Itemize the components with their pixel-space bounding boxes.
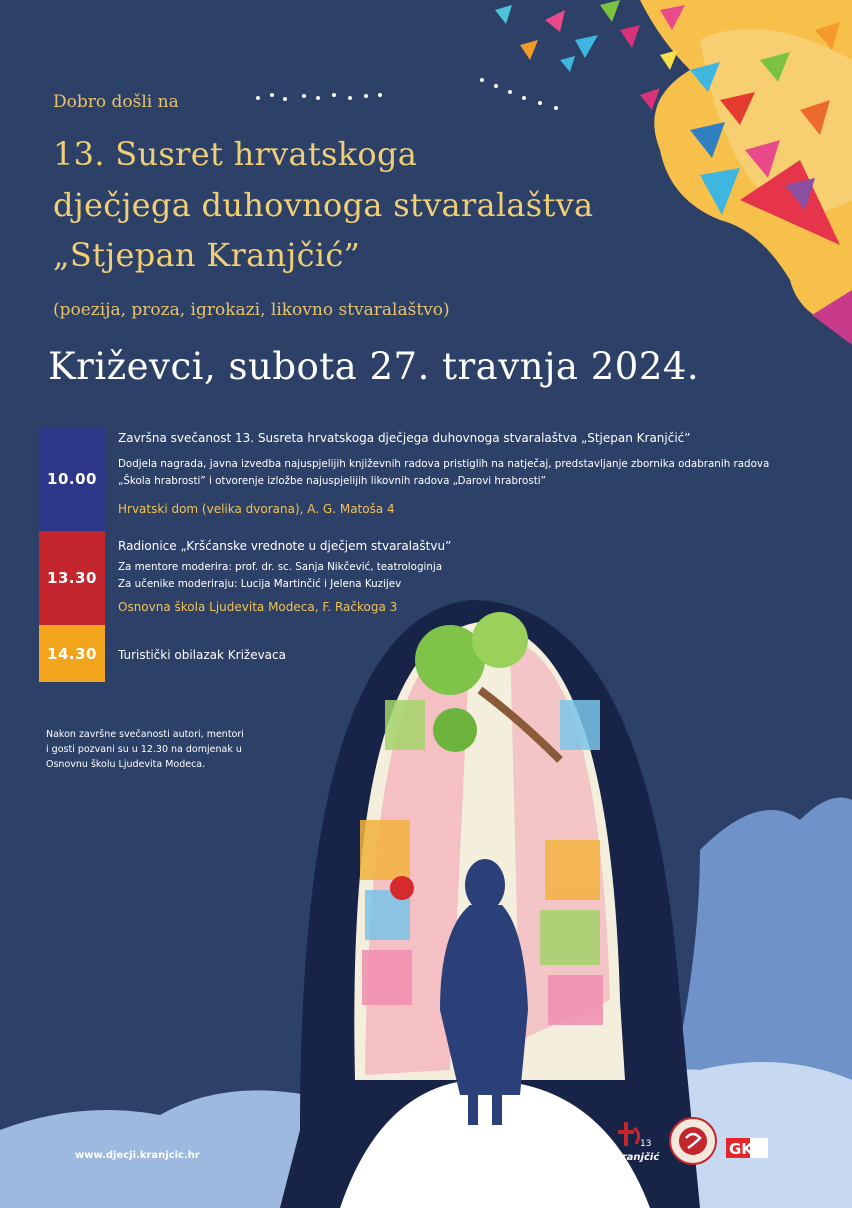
- note-line1: Nakon završne svečanosti autori, mentori: [46, 729, 244, 740]
- schedule-2-desc-line2: Za učenike moderiraju: Lucija Martinčić i Jelena Kuzijev: [118, 578, 402, 590]
- dots-decoration: [256, 78, 558, 110]
- note-line3: Osnovnu školu Ljudevita Modeca.: [46, 759, 206, 770]
- kranjcic-13-logo: [612, 1118, 662, 1164]
- welcome-text: Dobro došli na: [53, 92, 179, 112]
- logo-number: 13: [640, 1139, 652, 1149]
- note-line2: i gosti pozvani su u 12.30 na domjenak u: [46, 744, 242, 755]
- event-title-line1: 13. Susret hrvatskoga: [53, 135, 418, 173]
- place-date: Križevci, subota 27. travnja 2024.: [48, 345, 700, 388]
- schedule-3-title: Turistički obilazak Križevaca: [118, 648, 286, 662]
- event-subtitle: (poezija, proza, igrokazi, likovno stvaralaštvo): [53, 300, 450, 320]
- schedule-1-title: Završna svečanost 13. Susreta hrvatskoga dječjega duhovnoga stvaralaštva „Stjepan Kranjčić”: [118, 431, 691, 445]
- event-title-line2: dječjega duhovnoga stvaralaštva: [53, 186, 594, 224]
- time-badge-1000: 10.00: [39, 427, 105, 531]
- circular-seal-logo: [668, 1116, 718, 1166]
- schedule-1-location: Hrvatski dom (velika dvorana), A. G. Matoša 4: [118, 502, 395, 516]
- schedule-2-desc-line1: Za mentore moderira: prof. dr. sc. Sanja Nikčević, teatrologinja: [118, 561, 443, 573]
- event-title-line3: „Stjepan Kranjčić”: [53, 236, 361, 274]
- schedule-1-desc-line2: „Škola hrabrosti” i otvorenje izložbe najuspjelijih likovnih radova „Darovi hrabrosti”: [118, 475, 546, 487]
- gk-logo-text: GK: [729, 1140, 753, 1158]
- website-link[interactable]: www.djecji.kranjcic.hr: [75, 1150, 200, 1161]
- schedule-2-location: Osnovna škola Ljudevita Modeca, F. Račkoga 3: [118, 600, 398, 614]
- logo-text: Kranjčić: [614, 1152, 660, 1163]
- reception-note: [46, 727, 276, 772]
- time-badge-1430: 14.30: [39, 625, 105, 682]
- schedule-2-title: Radionice „Kršćanske vrednote u dječjem stvaralaštvu”: [118, 539, 452, 553]
- gk-logo: [726, 1138, 768, 1158]
- schedule-1-desc-line1: Dodjela nagrada, javna izvedba najuspjelijih književnih radova pristiglih na natječaj, predstavljanje zbornika odabranih radova: [118, 458, 770, 470]
- time-badge-1330: 13.30: [39, 531, 105, 625]
